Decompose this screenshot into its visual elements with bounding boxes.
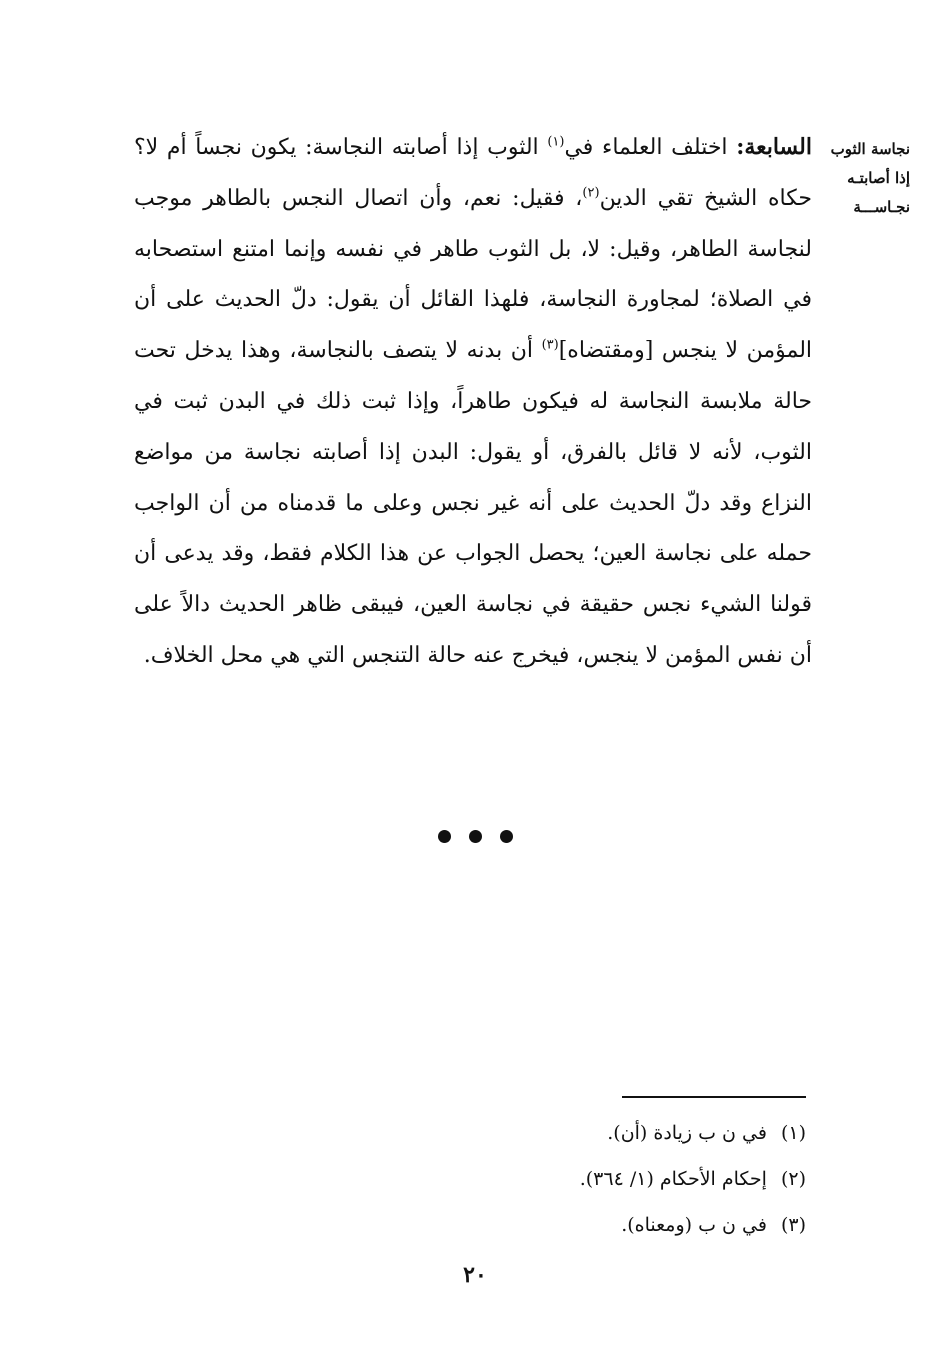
- footnote-number: (٢): [780, 1168, 806, 1190]
- footnotes: [450, 1110, 806, 1248]
- paragraph-text: الثوب إذا أصابته النجاسة: يكون نجساً أم لا؟ حكاه الشيخ تقي الدين: [134, 135, 813, 211]
- footnote-text: في ن ب (ومعناه).: [621, 1214, 767, 1236]
- paragraph-text: ، فقيل: نعم، وأن اتصال النجس بالطاهر موجب لنجاسة الطاهر، وقيل: لا، بل الثوب طاهر في نفسه وإنما امتنع استصحابه في الصلاة؛ لمجاورة النجاسة، فلهذا القائل أن يقول: دلّ الحديث على أن المؤمن لا ينجس [ومقتضاه]: [134, 185, 813, 364]
- footnote-divider: [622, 1096, 806, 1098]
- footnote-ref-1: (١): [547, 134, 565, 150]
- footnote-number: (٣): [780, 1214, 806, 1236]
- margin-heading: [818, 135, 910, 222]
- footnote-item: [450, 1156, 806, 1202]
- footnote-ref-3: (٣): [541, 337, 559, 353]
- margin-heading-line: نجـاســـة: [853, 198, 910, 216]
- section-separator: [0, 828, 950, 847]
- separator-dot: [500, 830, 513, 843]
- page-number: ٢٠: [463, 1262, 487, 1288]
- footnote-text: في ن ب زيادة (أن).: [607, 1122, 767, 1144]
- paragraph-text: أن بدنه لا يتصف بالنجاسة، وهذا يدخل تحت حالة ملابسة النجاسة له فيكون طاهراً، وإذا ثبت ذلك في البدن ثبت في الثوب، لأنه لا قائل بالفرق، أو يقول: البدن إذا أصابته نجاسة من مواضع النزاع وقد دلّ الحديث على أنه غير نجس وعلى ما قدمناه من أن الواجب حمله على نجاسة العين؛ يحصل الجواب عن هذا الكلام فقط، وقد يدعى أن قولنا الشيء نجس حقيقة في نجاسة العين، فيبقى ظاهر الحديث دالاً على أن نفس المؤمن لا ينجس، فيخرج عنه حالة التنجس التي هي محل الخلاف.: [134, 338, 812, 668]
- paragraph-lead: السابعة:: [736, 134, 812, 160]
- margin-heading-line: إذا أصابتـه: [847, 169, 910, 187]
- footnote-number: (١): [780, 1122, 806, 1144]
- margin-heading-line: نجاسة الثوب: [830, 140, 910, 158]
- footnote-item: [450, 1110, 806, 1156]
- main-paragraph: [134, 122, 812, 682]
- separator-dot: [469, 830, 482, 843]
- footnote-item: [450, 1202, 806, 1248]
- footnote-ref-2: (٢): [582, 185, 600, 201]
- separator-dot: [438, 830, 451, 843]
- paragraph-text: اختلف العلماء في: [564, 135, 737, 160]
- footnote-text: إحكام الأحكام (١/ ٣٦٤).: [579, 1168, 767, 1190]
